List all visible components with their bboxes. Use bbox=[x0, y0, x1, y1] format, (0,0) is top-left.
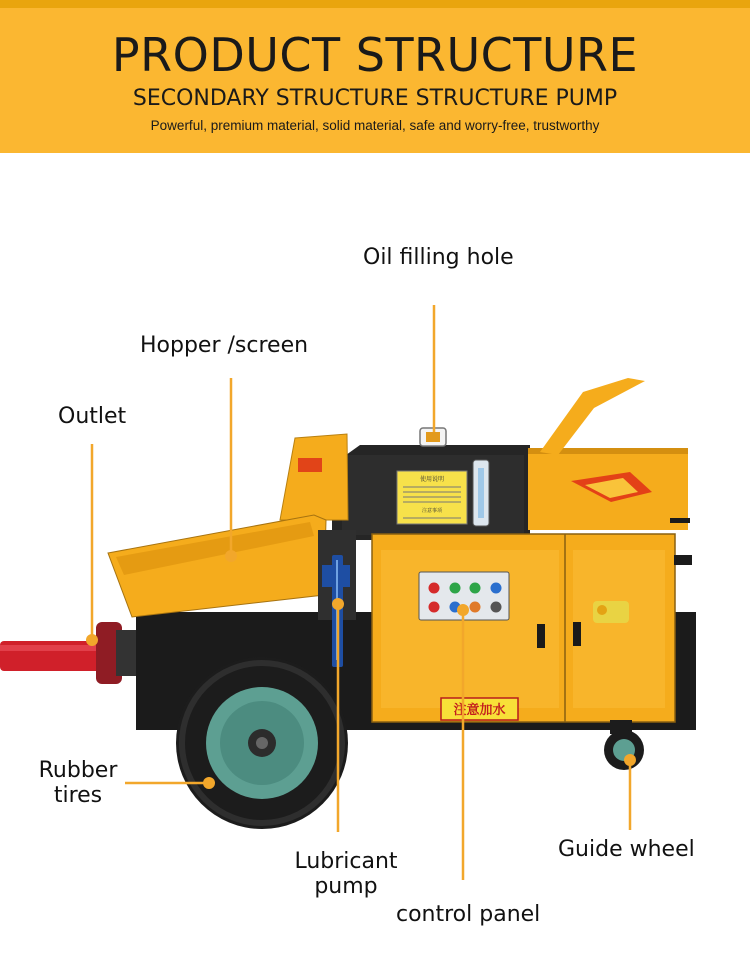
header-banner bbox=[0, 8, 750, 153]
callout-hopper-screen: Hopper /screen bbox=[140, 333, 309, 358]
callout-rubber-tires bbox=[35, 758, 121, 809]
callout-control-panel: control panel bbox=[396, 902, 541, 927]
hopper-screen bbox=[280, 434, 348, 520]
page-title: PRODUCT STRUCTURE bbox=[111, 28, 639, 82]
page-tagline: Powerful, premium material, solid material, safe and worry-free, trustworthy bbox=[150, 118, 600, 133]
warning-sign-text: 注意加水 bbox=[453, 703, 506, 718]
callout-lubricant-pump bbox=[288, 849, 404, 900]
instruction-title: 使用说明 bbox=[419, 476, 445, 483]
callout-oil-filling-hole: Oil filling hole bbox=[363, 245, 514, 270]
callout-lubricant-pump-line2: pump bbox=[314, 874, 378, 900]
callout-guide-wheel: Guide wheel bbox=[558, 837, 695, 862]
page-subtitle: SECONDARY STRUCTURE STRUCTURE PUMP bbox=[132, 86, 618, 111]
instruction-footer: 注意事项 bbox=[421, 508, 443, 514]
callout-rubber-tires-line2: tires bbox=[53, 783, 103, 809]
top-accent-line bbox=[0, 0, 750, 8]
chute bbox=[540, 378, 645, 455]
callout-rubber-tires-line1: Rubber bbox=[38, 758, 118, 783]
callout-outlet: Outlet bbox=[58, 404, 127, 429]
callout-lubricant-pump-line1: Lubricant bbox=[294, 849, 398, 874]
